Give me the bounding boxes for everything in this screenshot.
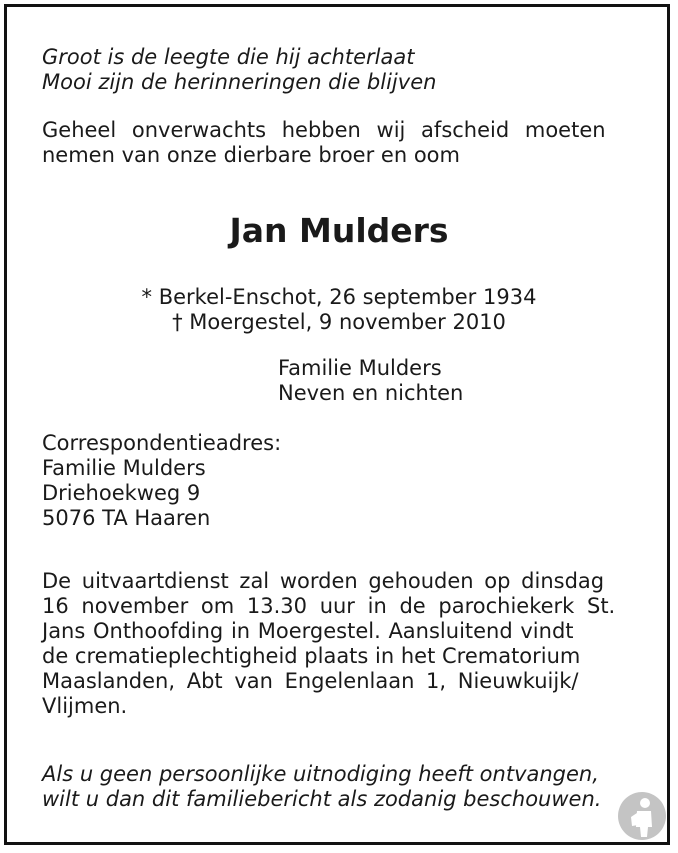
dates-block [0,285,678,335]
family-line-1: Familie Mulders [278,356,442,380]
service-line-1: De uitvaartdienst zal worden gehouden op dinsdag [42,569,605,593]
deceased-name: Jan Mulders [229,211,449,250]
intro-block [42,118,634,168]
death-line: † Moergestel, 9 november 2010 [172,310,506,334]
address-street: Driehoekweg 9 [42,481,201,505]
address-city: 5076 TA Haaren [42,506,211,530]
service-line-3: Jans Onthoofding in Moergestel. Aansluitend vindt [42,619,574,643]
address-heading: Correspondentieadres: [42,431,282,455]
birth-line: * Berkel-Enschot, 26 september 1934 [141,285,537,309]
poem-line-1: Groot is de leegte die hij achterlaat [42,45,415,69]
service-line-5: Maaslanden, Abt van Engelenlaan 1, Nieuwkuijk/ [42,669,579,693]
family-line-2: Neven en nichten [278,381,464,405]
poem-block [42,45,634,95]
address-name: Familie Mulders [42,456,206,480]
service-line-2: 16 november om 13.30 uur in de parochiekerk St. [42,594,616,618]
intro-line-2: nemen van onze dierbare broer en oom [42,143,460,167]
family-block [278,356,638,406]
poem-line-2: Mooi zijn de herinneringen die blijven [42,70,437,94]
closing-block [42,762,634,812]
service-line-4: de crematieplechtigheid plaats in het Crematorium [42,644,581,668]
service-line-6: Vlijmen. [42,694,128,718]
closing-line-1: Als u geen persoonlijke uitnodiging heeft ontvangen, [42,762,599,786]
correspondence-address [42,431,634,531]
intro-line-1: Geheel onverwachts hebben wij afscheid moeten [42,118,606,142]
person-silhouette-logo-icon [617,791,667,841]
closing-line-2: wilt u dan dit familiebericht als zodanig beschouwen. [42,787,602,811]
service-paragraph [42,569,634,719]
